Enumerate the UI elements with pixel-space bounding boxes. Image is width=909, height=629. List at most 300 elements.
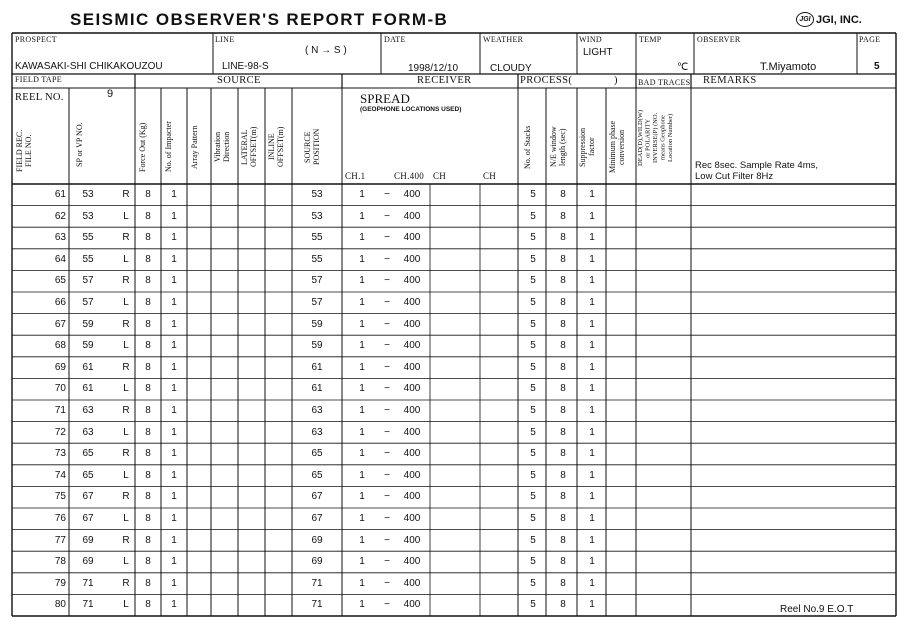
source-position-cell: 65 bbox=[311, 448, 323, 460]
col-window-length: N/E window length (sec) bbox=[549, 126, 567, 168]
ch400-cell: 400 bbox=[403, 383, 421, 395]
suppression-cell: 1 bbox=[589, 361, 595, 373]
file-no-cell: 74 bbox=[54, 469, 66, 481]
col-inline: INLINE OFFSET(m) bbox=[267, 126, 285, 168]
spread-subtitle: (GEOPHONE LOCATIONS USED) bbox=[360, 106, 462, 113]
impacter-cell: 1 bbox=[171, 426, 177, 438]
window-cell: 8 bbox=[560, 318, 566, 330]
impacter-cell: 1 bbox=[171, 469, 177, 481]
page-value: 5 bbox=[874, 61, 880, 72]
source-position-cell: 67 bbox=[311, 513, 323, 524]
table-row bbox=[0, 486, 909, 508]
file-no-cell: 61 bbox=[54, 189, 66, 200]
side-cell: R bbox=[122, 405, 130, 416]
impacter-cell: 1 bbox=[171, 361, 177, 373]
ch400-cell: 400 bbox=[403, 599, 421, 611]
side-cell: R bbox=[122, 275, 130, 287]
window-cell: 8 bbox=[560, 383, 566, 395]
observer-value: T.Miyamoto bbox=[760, 61, 817, 73]
sp-no-cell: 65 bbox=[82, 448, 94, 460]
bad-traces-label: BAD TRACES bbox=[638, 78, 691, 87]
side-cell: L bbox=[123, 253, 129, 265]
col-array-pattern: Array Pattern bbox=[190, 125, 199, 169]
dash-cell: − bbox=[384, 340, 390, 352]
force-cell: 8 bbox=[145, 361, 151, 373]
source-position-cell: 55 bbox=[311, 253, 323, 265]
col-sp-vp: SP or VP NO. bbox=[75, 122, 84, 168]
ch1-cell: 1 bbox=[359, 534, 365, 546]
force-cell: 8 bbox=[145, 405, 151, 416]
dash-cell: − bbox=[384, 318, 390, 330]
ch1-cell: 1 bbox=[359, 253, 365, 265]
ch1-cell: 1 bbox=[359, 491, 365, 503]
dash-cell: − bbox=[384, 469, 390, 481]
source-position-cell: 55 bbox=[311, 232, 323, 244]
file-no-cell: 68 bbox=[54, 340, 66, 352]
stacks-cell: 5 bbox=[530, 232, 536, 244]
side-cell: L bbox=[123, 297, 129, 308]
ch400-cell: 400 bbox=[403, 210, 421, 222]
sp-no-cell: 63 bbox=[82, 405, 94, 416]
impacter-cell: 1 bbox=[171, 599, 177, 611]
side-cell: L bbox=[123, 599, 129, 611]
remarks-line-2: Low Cut Filter 8Hz bbox=[695, 171, 774, 182]
stacks-cell: 5 bbox=[530, 448, 536, 460]
ch1-cell: 1 bbox=[359, 318, 365, 330]
impacter-cell: 1 bbox=[171, 491, 177, 503]
suppression-cell: 1 bbox=[589, 275, 595, 287]
suppression-cell: 1 bbox=[589, 210, 595, 222]
source-position-cell: 53 bbox=[311, 189, 323, 200]
stacks-cell: 5 bbox=[530, 405, 536, 416]
sp-no-cell: 67 bbox=[82, 513, 94, 524]
temp-unit: ℃ bbox=[677, 62, 689, 73]
window-cell: 8 bbox=[560, 577, 566, 589]
side-cell: R bbox=[122, 318, 130, 330]
window-cell: 8 bbox=[560, 253, 566, 265]
suppression-cell: 1 bbox=[589, 253, 595, 265]
force-cell: 8 bbox=[145, 383, 151, 395]
col-lateral: LATERAL OFFSET(m) bbox=[240, 126, 258, 168]
end-of-tape-note: Reel No.9 E.O.T bbox=[780, 604, 854, 615]
table-row bbox=[0, 465, 909, 487]
ch400-cell: 400 bbox=[403, 253, 421, 265]
spread-title: SPREAD bbox=[360, 91, 410, 106]
suppression-cell: 1 bbox=[589, 577, 595, 589]
source-position-cell: 53 bbox=[311, 210, 323, 222]
dash-cell: − bbox=[384, 297, 390, 308]
source-section-label: SOURCE bbox=[217, 75, 261, 86]
sp-no-cell: 69 bbox=[82, 556, 94, 568]
dash-cell: − bbox=[384, 534, 390, 546]
force-cell: 8 bbox=[145, 189, 151, 200]
process-section-close: ) bbox=[614, 75, 618, 86]
dash-cell: − bbox=[384, 448, 390, 460]
side-cell: R bbox=[122, 491, 130, 503]
sp-no-cell: 57 bbox=[82, 275, 94, 287]
force-cell: 8 bbox=[145, 275, 151, 287]
table-row bbox=[0, 270, 909, 292]
impacter-cell: 1 bbox=[171, 556, 177, 568]
stacks-cell: 5 bbox=[530, 275, 536, 287]
source-position-cell: 65 bbox=[311, 469, 323, 481]
line-label: LINE bbox=[215, 35, 235, 44]
jgi-logo-icon: JGI bbox=[796, 12, 814, 27]
stacks-cell: 5 bbox=[530, 189, 536, 200]
sp-no-cell: 71 bbox=[82, 577, 94, 589]
remarks-label: REMARKS bbox=[703, 75, 757, 86]
impacter-cell: 1 bbox=[171, 513, 177, 524]
dash-cell: − bbox=[384, 513, 390, 524]
date-label: DATE bbox=[384, 35, 406, 44]
dash-cell: − bbox=[384, 361, 390, 373]
window-cell: 8 bbox=[560, 361, 566, 373]
force-cell: 8 bbox=[145, 469, 151, 481]
file-no-cell: 67 bbox=[54, 318, 66, 330]
ch400-cell: 400 bbox=[403, 448, 421, 460]
source-position-cell: 63 bbox=[311, 426, 323, 438]
ch400-cell: 400 bbox=[403, 340, 421, 352]
dash-cell: − bbox=[384, 210, 390, 222]
side-cell: L bbox=[123, 210, 129, 222]
suppression-cell: 1 bbox=[589, 469, 595, 481]
ch1-cell: 1 bbox=[359, 599, 365, 611]
stacks-cell: 5 bbox=[530, 253, 536, 265]
reel-value: 9 bbox=[107, 88, 114, 100]
suppression-cell: 1 bbox=[589, 383, 595, 395]
source-position-cell: 69 bbox=[311, 534, 323, 546]
spread-ch1-label: CH.1 bbox=[345, 171, 366, 181]
ch1-cell: 1 bbox=[359, 556, 365, 568]
observer-label: OBSERVER bbox=[697, 35, 741, 44]
suppression-cell: 1 bbox=[589, 534, 595, 546]
ch400-cell: 400 bbox=[403, 513, 421, 524]
ch400-cell: 400 bbox=[403, 361, 421, 373]
source-position-cell: 57 bbox=[311, 297, 323, 308]
direction-value: ( N → S ) bbox=[305, 45, 347, 56]
file-no-cell: 62 bbox=[54, 210, 66, 222]
force-cell: 8 bbox=[145, 491, 151, 503]
suppression-cell: 1 bbox=[589, 297, 595, 308]
col-vibration: Vibration Direction bbox=[213, 131, 231, 163]
table-row bbox=[0, 357, 909, 379]
temp-label: TEMP bbox=[639, 35, 662, 44]
file-no-cell: 69 bbox=[54, 361, 66, 373]
impacter-cell: 1 bbox=[171, 534, 177, 546]
force-cell: 8 bbox=[145, 577, 151, 589]
dash-cell: − bbox=[384, 556, 390, 568]
sp-no-cell: 61 bbox=[82, 361, 94, 373]
file-no-cell: 72 bbox=[54, 426, 66, 438]
dash-cell: − bbox=[384, 383, 390, 395]
ch400-cell: 400 bbox=[403, 405, 421, 416]
side-cell: R bbox=[122, 232, 130, 244]
source-position-cell: 57 bbox=[311, 275, 323, 287]
file-no-cell: 77 bbox=[54, 534, 66, 546]
col-bad-traces: DEAD(D),WILD(W) or POLARITY INVERSE(P) (NO. means Geophone Location Number) bbox=[637, 109, 674, 167]
impacter-cell: 1 bbox=[171, 577, 177, 589]
dash-cell: − bbox=[384, 577, 390, 589]
col-suppression: Suppression factor bbox=[578, 127, 596, 167]
side-cell: R bbox=[122, 448, 130, 460]
force-cell: 8 bbox=[145, 318, 151, 330]
source-position-cell: 59 bbox=[311, 318, 323, 330]
source-position-cell: 69 bbox=[311, 556, 323, 568]
suppression-cell: 1 bbox=[589, 232, 595, 244]
ch1-cell: 1 bbox=[359, 405, 365, 416]
sp-no-cell: 59 bbox=[82, 318, 94, 330]
process-section-label: PROCESS( bbox=[520, 75, 573, 86]
spread-ch-label-a: CH bbox=[433, 171, 447, 181]
col-force-out: Force Out (Kg) bbox=[138, 122, 147, 172]
sp-no-cell: 53 bbox=[82, 189, 94, 200]
side-cell: L bbox=[123, 383, 129, 395]
sp-no-cell: 53 bbox=[82, 210, 94, 222]
force-cell: 8 bbox=[145, 513, 151, 524]
col-field-rec: FIELD REC. FILE NO. bbox=[15, 129, 33, 173]
stacks-cell: 5 bbox=[530, 556, 536, 568]
force-cell: 8 bbox=[145, 232, 151, 244]
side-cell: L bbox=[123, 426, 129, 438]
wind-value: LIGHT bbox=[583, 47, 613, 58]
page-label: PAGE bbox=[859, 35, 881, 44]
col-stacks: No. of Stacks bbox=[523, 125, 532, 169]
window-cell: 8 bbox=[560, 232, 566, 244]
ch400-cell: 400 bbox=[403, 232, 421, 244]
side-cell: R bbox=[122, 577, 130, 589]
force-cell: 8 bbox=[145, 426, 151, 438]
ch400-cell: 400 bbox=[403, 275, 421, 287]
weather-label: WEATHER bbox=[483, 35, 524, 44]
table-row bbox=[0, 184, 909, 206]
table-row bbox=[0, 314, 909, 336]
stacks-cell: 5 bbox=[530, 426, 536, 438]
sp-no-cell: 71 bbox=[82, 599, 94, 611]
col-min-phase: Minimum phase conversion bbox=[608, 120, 626, 174]
impacter-cell: 1 bbox=[171, 253, 177, 265]
impacter-cell: 1 bbox=[171, 448, 177, 460]
form-title: SEISMIC OBSERVER'S REPORT FORM-B bbox=[70, 10, 449, 29]
impacter-cell: 1 bbox=[171, 275, 177, 287]
field-tape-label: FIELD TAPE bbox=[15, 75, 62, 84]
window-cell: 8 bbox=[560, 405, 566, 416]
impacter-cell: 1 bbox=[171, 340, 177, 352]
impacter-cell: 1 bbox=[171, 189, 177, 200]
force-cell: 8 bbox=[145, 210, 151, 222]
table-row bbox=[0, 508, 909, 530]
suppression-cell: 1 bbox=[589, 405, 595, 416]
force-cell: 8 bbox=[145, 556, 151, 568]
ch1-cell: 1 bbox=[359, 210, 365, 222]
ch400-cell: 400 bbox=[403, 189, 421, 200]
window-cell: 8 bbox=[560, 534, 566, 546]
ch1-cell: 1 bbox=[359, 577, 365, 589]
side-cell: L bbox=[123, 469, 129, 481]
window-cell: 8 bbox=[560, 491, 566, 503]
source-position-cell: 71 bbox=[311, 577, 323, 589]
ch1-cell: 1 bbox=[359, 383, 365, 395]
sp-no-cell: 69 bbox=[82, 534, 94, 546]
file-no-cell: 65 bbox=[54, 275, 66, 287]
force-cell: 8 bbox=[145, 253, 151, 265]
window-cell: 8 bbox=[560, 189, 566, 200]
table-row bbox=[0, 400, 909, 422]
stacks-cell: 5 bbox=[530, 491, 536, 503]
impacter-cell: 1 bbox=[171, 405, 177, 416]
file-no-cell: 64 bbox=[54, 253, 66, 265]
table-row bbox=[0, 292, 909, 314]
ch1-cell: 1 bbox=[359, 275, 365, 287]
stacks-cell: 5 bbox=[530, 577, 536, 589]
prospect-label: PROSPECT bbox=[15, 35, 57, 44]
ch1-cell: 1 bbox=[359, 340, 365, 352]
date-value: 1998/12/10 bbox=[408, 63, 459, 74]
ch1-cell: 1 bbox=[359, 448, 365, 460]
suppression-cell: 1 bbox=[589, 340, 595, 352]
table-row bbox=[0, 206, 909, 228]
dash-cell: − bbox=[384, 491, 390, 503]
file-no-cell: 71 bbox=[54, 405, 66, 416]
file-no-cell: 78 bbox=[54, 556, 66, 568]
table-row bbox=[0, 443, 909, 465]
source-position-cell: 71 bbox=[311, 599, 323, 611]
file-no-cell: 75 bbox=[54, 491, 66, 503]
side-cell: R bbox=[122, 189, 130, 200]
impacter-cell: 1 bbox=[171, 297, 177, 308]
file-no-cell: 70 bbox=[54, 383, 66, 395]
ch1-cell: 1 bbox=[359, 361, 365, 373]
impacter-cell: 1 bbox=[171, 210, 177, 222]
ch400-cell: 400 bbox=[403, 556, 421, 568]
dash-cell: − bbox=[384, 232, 390, 244]
ch400-cell: 400 bbox=[403, 318, 421, 330]
ch1-cell: 1 bbox=[359, 513, 365, 524]
source-position-cell: 61 bbox=[311, 361, 323, 373]
table-row bbox=[0, 227, 909, 249]
dash-cell: − bbox=[384, 275, 390, 287]
dash-cell: − bbox=[384, 599, 390, 611]
suppression-cell: 1 bbox=[589, 448, 595, 460]
sp-no-cell: 57 bbox=[82, 297, 94, 308]
table-row bbox=[0, 594, 909, 616]
file-no-cell: 76 bbox=[54, 513, 66, 524]
force-cell: 8 bbox=[145, 534, 151, 546]
table-row bbox=[0, 249, 909, 271]
ch1-cell: 1 bbox=[359, 189, 365, 200]
ch400-cell: 400 bbox=[403, 491, 421, 503]
impacter-cell: 1 bbox=[171, 383, 177, 395]
stacks-cell: 5 bbox=[530, 534, 536, 546]
stacks-cell: 5 bbox=[530, 210, 536, 222]
sp-no-cell: 63 bbox=[82, 426, 94, 438]
suppression-cell: 1 bbox=[589, 426, 595, 438]
source-position-cell: 67 bbox=[311, 491, 323, 503]
table-row bbox=[0, 573, 909, 595]
stacks-cell: 5 bbox=[530, 297, 536, 308]
file-no-cell: 63 bbox=[54, 232, 66, 244]
company-name: JGI, INC. bbox=[816, 13, 862, 26]
window-cell: 8 bbox=[560, 448, 566, 460]
side-cell: L bbox=[123, 556, 129, 568]
suppression-cell: 1 bbox=[589, 556, 595, 568]
table-row bbox=[0, 335, 909, 357]
sp-no-cell: 55 bbox=[82, 232, 94, 244]
sp-no-cell: 55 bbox=[82, 253, 94, 265]
impacter-cell: 1 bbox=[171, 232, 177, 244]
stacks-cell: 5 bbox=[530, 599, 536, 611]
ch1-cell: 1 bbox=[359, 232, 365, 244]
table-row bbox=[0, 422, 909, 444]
force-cell: 8 bbox=[145, 340, 151, 352]
impacter-cell: 1 bbox=[171, 318, 177, 330]
ch400-cell: 400 bbox=[403, 469, 421, 481]
window-cell: 8 bbox=[560, 426, 566, 438]
suppression-cell: 1 bbox=[589, 491, 595, 503]
force-cell: 8 bbox=[145, 599, 151, 611]
spread-ch-label-b: CH bbox=[483, 171, 497, 181]
window-cell: 8 bbox=[560, 556, 566, 568]
table-row bbox=[0, 530, 909, 552]
sp-no-cell: 65 bbox=[82, 469, 94, 481]
window-cell: 8 bbox=[560, 297, 566, 308]
wind-label: WIND bbox=[579, 35, 602, 44]
window-cell: 8 bbox=[560, 513, 566, 524]
spread-ch400-label: CH.400 bbox=[394, 171, 425, 181]
ch1-cell: 1 bbox=[359, 297, 365, 308]
stacks-cell: 5 bbox=[530, 469, 536, 481]
window-cell: 8 bbox=[560, 469, 566, 481]
col-impacter: No. of Impacter bbox=[164, 121, 173, 173]
file-no-cell: 66 bbox=[54, 297, 66, 308]
sp-no-cell: 61 bbox=[82, 383, 94, 395]
file-no-cell: 73 bbox=[54, 448, 66, 460]
weather-value: CLOUDY bbox=[490, 63, 532, 74]
force-cell: 8 bbox=[145, 297, 151, 308]
sp-no-cell: 59 bbox=[82, 340, 94, 352]
window-cell: 8 bbox=[560, 275, 566, 287]
file-no-cell: 79 bbox=[54, 577, 66, 589]
ch1-cell: 1 bbox=[359, 426, 365, 438]
window-cell: 8 bbox=[560, 210, 566, 222]
side-cell: L bbox=[123, 340, 129, 352]
reel-label: REEL NO. bbox=[15, 92, 64, 103]
suppression-cell: 1 bbox=[589, 513, 595, 524]
ch400-cell: 400 bbox=[403, 534, 421, 546]
ch400-cell: 400 bbox=[403, 577, 421, 589]
suppression-cell: 1 bbox=[589, 318, 595, 330]
stacks-cell: 5 bbox=[530, 513, 536, 524]
dash-cell: − bbox=[384, 405, 390, 416]
col-source-position: SOURCE POSITION bbox=[303, 128, 321, 166]
dash-cell: − bbox=[384, 189, 390, 200]
suppression-cell: 1 bbox=[589, 189, 595, 200]
stacks-cell: 5 bbox=[530, 340, 536, 352]
stacks-cell: 5 bbox=[530, 361, 536, 373]
table-row bbox=[0, 551, 909, 573]
stacks-cell: 5 bbox=[530, 318, 536, 330]
stacks-cell: 5 bbox=[530, 383, 536, 395]
source-position-cell: 61 bbox=[311, 383, 323, 395]
force-cell: 8 bbox=[145, 448, 151, 460]
ch400-cell: 400 bbox=[403, 426, 421, 438]
file-no-cell: 80 bbox=[54, 599, 66, 611]
receiver-section-label: RECEIVER bbox=[417, 75, 472, 86]
ch1-cell: 1 bbox=[359, 469, 365, 481]
remarks-line-1: Rec 8sec. Sample Rate 4ms, bbox=[695, 160, 819, 171]
table-row bbox=[0, 378, 909, 400]
side-cell: R bbox=[122, 361, 130, 373]
ch400-cell: 400 bbox=[403, 297, 421, 308]
